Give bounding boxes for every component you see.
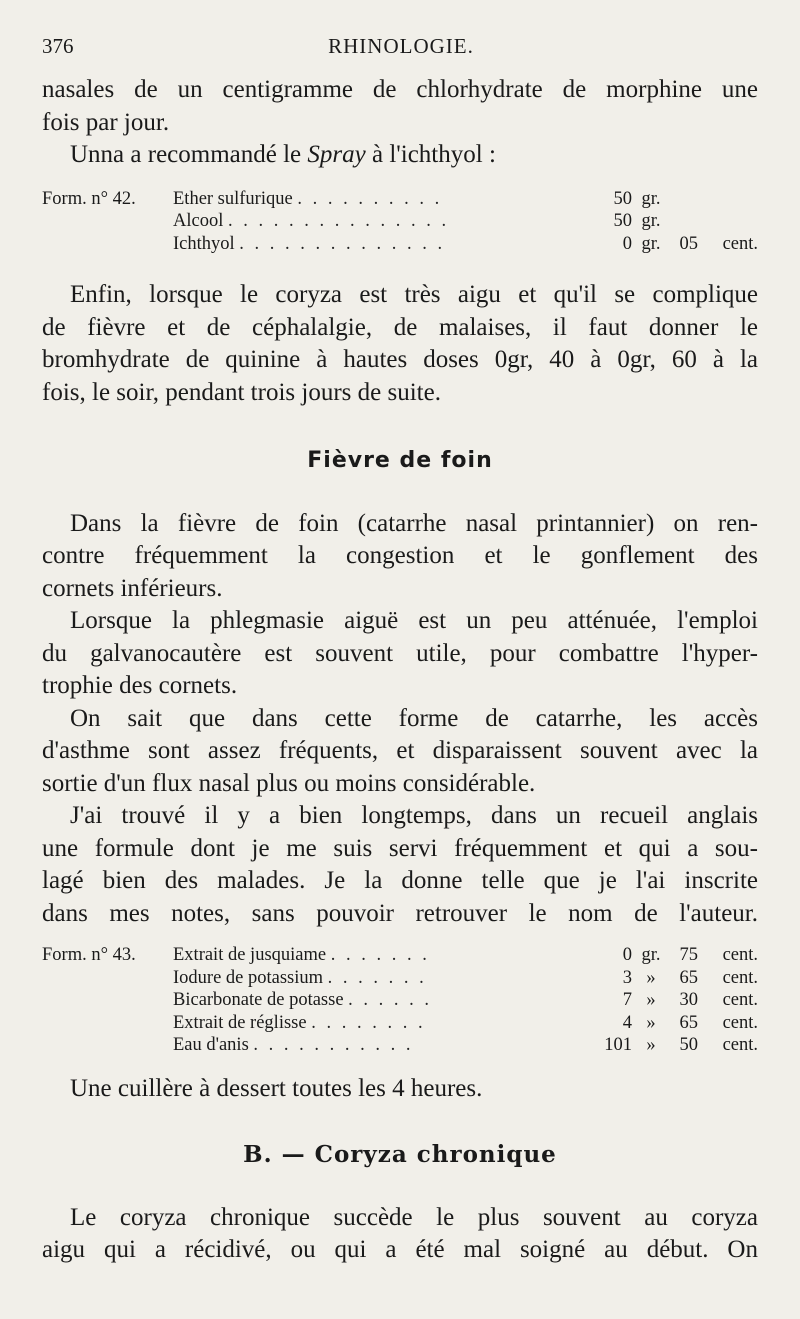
formula-row: Alcool . . . . . . . . . . . . . . . 50 gr. [173,211,661,231]
text-line: sortie d'un flux nasal plus ou moins considérable. [42,769,536,797]
text-line: fois, le soir, pendant trois jours de suite. [42,378,441,406]
text-line: d'asthme sont assez fréquents, et disparaissent souvent avec la [42,737,758,764]
text-line: bromhydrate de quinine à hautes doses 0gr, 40 à 0gr, 60 à la [42,346,758,373]
formula-row: Form. n° 43. Extrait de jusquiame . . . . . . . 0 gr. 75 cent. [42,945,758,965]
running-header [42,34,760,62]
formula-row: Ichthyol . . . . . . . . . . . . . . 0 gr. 05 cent. [173,233,758,254]
page-number: 376 [42,34,74,58]
text-line: Le coryza chronique succède le plus souvent au coryza [70,1203,758,1231]
text-line: aigu qui a récidivé, ou qui a été mal soigné au début. On [42,1236,758,1263]
text-line: Une cuillère à dessert toutes les 4 heures. [70,1074,483,1102]
formula-row: Extrait de réglisse . . . . . . . . 4 » 65 cent. [173,1012,758,1033]
page-body [42,74,758,1267]
formula-row: Eau d'anis . . . . . . . . . . . 101 » 50 cent. [173,1035,758,1055]
text-line: On sait que dans cette forme de catarrhe, les accès [70,704,758,732]
text-line: de fièvre et de céphalalgie, de malaises, il faut donner le [42,313,758,341]
formula-label: Form. n° 43. [42,945,136,965]
text-line: nasales de un centigramme de chlorhydrate de morphine une [42,76,758,103]
text-line: du galvanocautère est souvent utile, pour combattre l'hyper- [42,639,758,667]
formula-label: Form. n° 42. [42,188,136,209]
formula-row: Iodure de potassium . . . . . . . 3 » 65 cent. [173,967,758,988]
text-line: Lorsque la phlegmasie aiguë est un peu atténuée, l'emploi [70,607,758,634]
text-line: contre fréquemment la congestion et le gonflement des [42,542,758,569]
text-line: Unna a recommandé le Spray à l'ichthyol : [70,141,496,168]
section-heading: B. — Coryza chronique [243,1141,557,1168]
formula-43 [42,944,758,1057]
text-line: trophie des cornets. [42,672,238,699]
text-line: fois par jour. [42,108,170,136]
text-line: Enfin, lorsque le coryza est très aigu et qu'il se complique [70,281,758,308]
text-line: Dans la fièvre de foin (catarrhe nasal printannier) on ren- [70,509,758,537]
formula-row: Bicarbonate de potasse . . . . . . 7 » 30 cent. [173,990,758,1010]
text-line: une formule dont je me suis servi fréquemment et qui a sou- [42,834,758,862]
formula-row: Form. n° 42. Ether sulfurique . . . . . . . . . . 50 gr. [42,188,661,209]
text-line: cornets inférieurs. [42,574,223,602]
text-line: dans mes notes, sans pouvoir retrouver le nom de l'auteur. [42,899,758,927]
text-line: J'ai trouvé il y a bien longtemps, dans un recueil anglais [70,802,758,829]
formula-42 [42,188,758,256]
running-title: RHINOLOGIE. [328,34,474,58]
text-line: lagé bien des malades. Je la donne telle que je l'ai inscrite [42,867,758,894]
section-heading: Fièvre de foin [307,448,493,473]
